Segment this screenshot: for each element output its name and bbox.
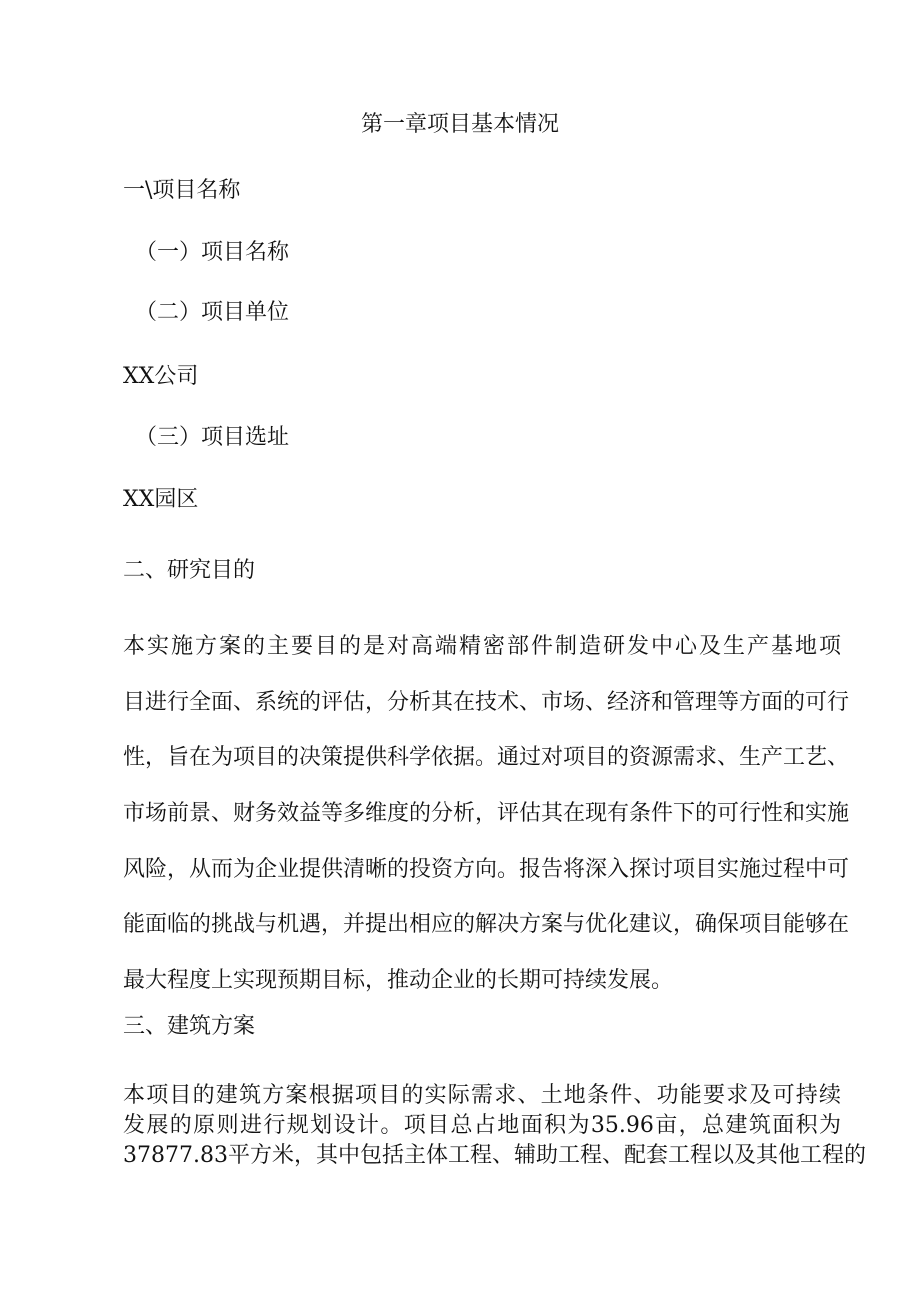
section-heading-project-name: 一\项目名称 xyxy=(123,178,241,203)
building-plan-paragraph xyxy=(123,1081,866,1171)
paragraph-line: 37877.83平方米，其中包括主体工程、辅助工程、配套工程以及其他工程的 xyxy=(123,1143,866,1168)
section-heading-research-purpose: 二、研究目的 xyxy=(123,558,256,583)
paragraph-line: 发展的原则进行规划设计。项目总占地面积为35.96亩，总建筑面积为 xyxy=(123,1113,841,1138)
paragraph-line: 性，旨在为项目的决策提供科学依据。通过对项目的资源需求、生产工艺、 xyxy=(123,745,850,770)
subsection-project-site: （三）项目选址 xyxy=(135,425,290,450)
paragraph-line: 目进行全面、系统的评估，分析其在技术、市场、经济和管理等方面的可行 xyxy=(123,690,850,715)
subsection-project-unit: （二）项目单位 xyxy=(135,300,290,325)
section-heading-building-plan: 三、建筑方案 xyxy=(123,1014,256,1039)
project-site-value: XX园区 xyxy=(123,487,199,512)
research-purpose-paragraph xyxy=(123,619,850,1009)
paragraph-line: 市场前景、财务效益等多维度的分析，评估其在现有条件下的可行性和实施 xyxy=(123,801,850,826)
project-unit-value: XX公司 xyxy=(123,364,199,389)
chapter-title: 第一章项目基本情况 xyxy=(360,112,559,137)
paragraph-line: 本实施方案的主要目的是对高端精密部件制造研发中心及生产基地项 xyxy=(123,634,841,659)
paragraph-line: 风险，从而为企业提供清晰的投资方向。报告将深入探讨项目实施过程中可 xyxy=(123,857,850,882)
subsection-project-name: （一）项目名称 xyxy=(135,240,290,265)
paragraph-line: 最大程度上实现预期目标，推动企业的长期可持续发展。 xyxy=(123,968,674,993)
paragraph-line: 能面临的挑战与机遇，并提出相应的解决方案与优化建议，确保项目能够在 xyxy=(123,912,850,937)
paragraph-line: 本项目的建筑方案根据项目的实际需求、土地条件、功能要求及可持续 xyxy=(123,1083,841,1108)
